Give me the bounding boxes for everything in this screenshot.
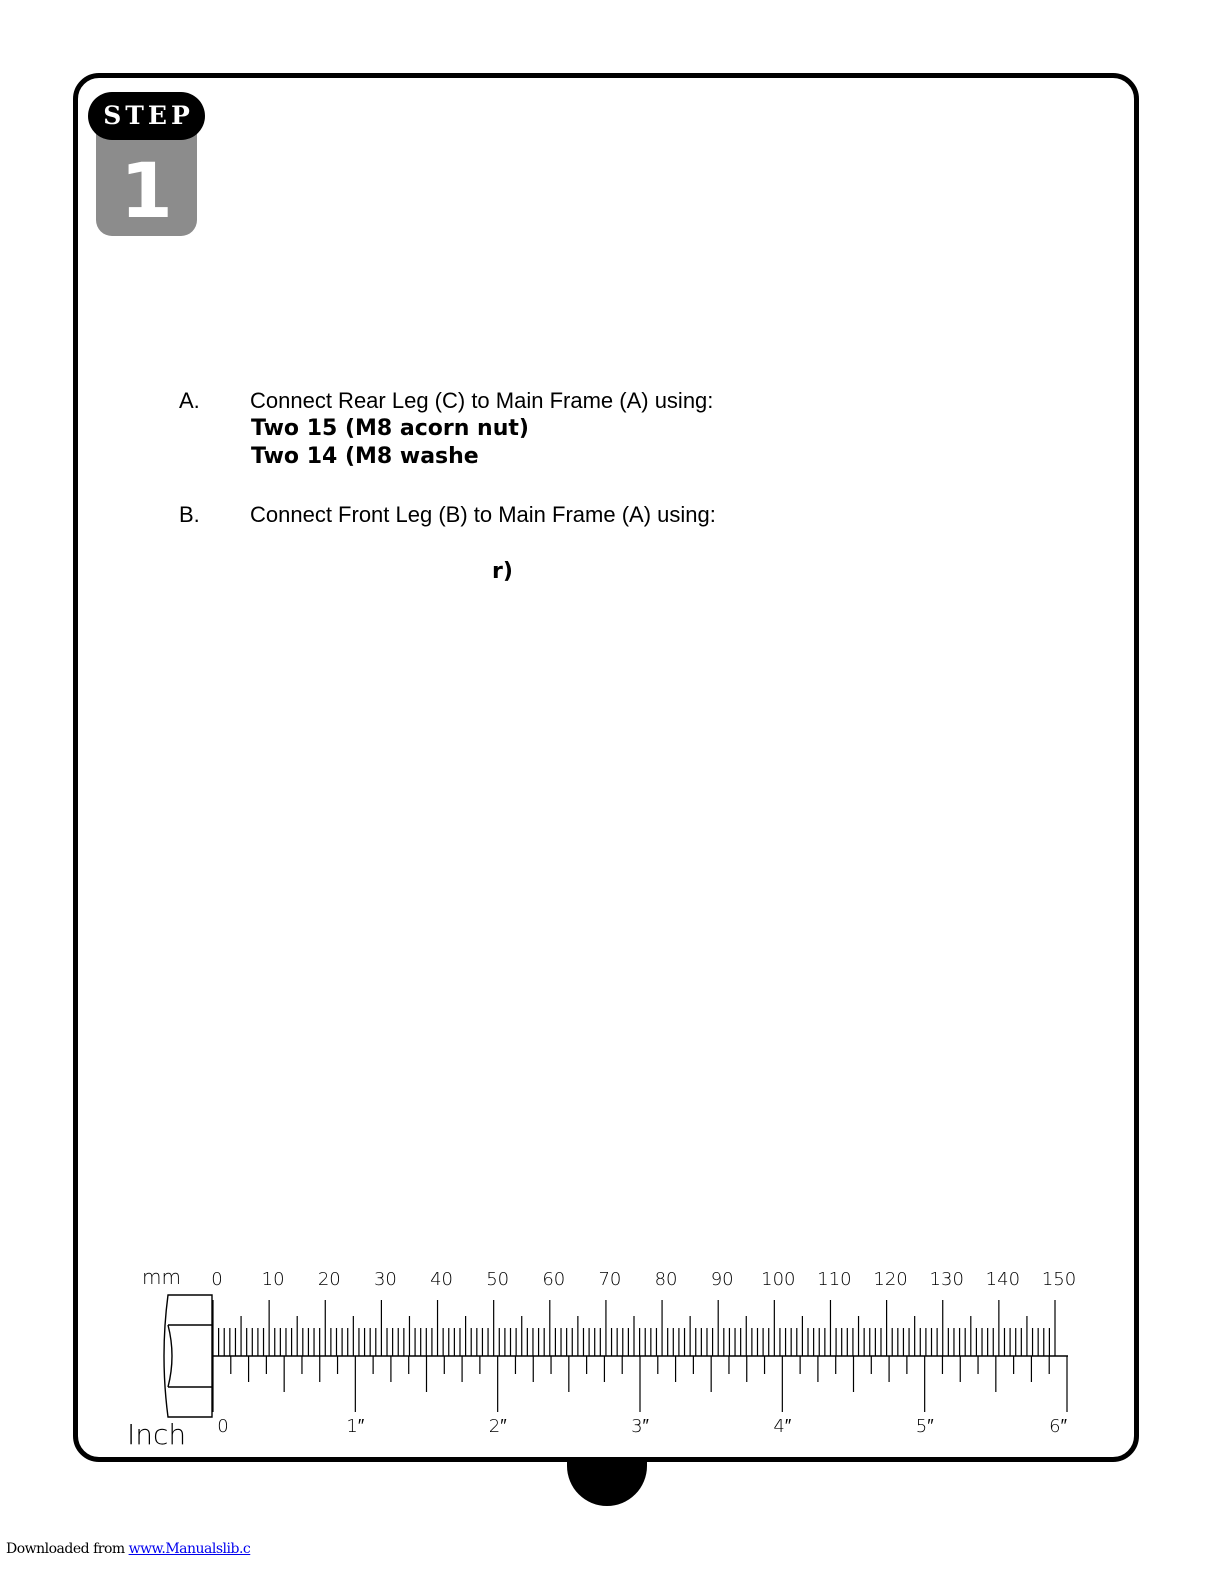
mm-tick-label: 70 — [598, 1269, 622, 1290]
instruction-a-part2: Two 14 (M8 washe — [251, 444, 479, 469]
instruction-b-fragment: r) — [492, 559, 513, 584]
inch-tick-label: 3″ — [631, 1416, 649, 1437]
inch-tick-label: 0 — [217, 1416, 229, 1437]
mm-tick-label: 10 — [261, 1269, 285, 1290]
instruction-a-text: Connect Rear Leg (C) to Main Frame (A) using: — [250, 388, 714, 413]
mm-tick-label: 150 — [1041, 1269, 1077, 1290]
mm-tick-label: 140 — [985, 1269, 1021, 1290]
instruction-b-letter: B. — [179, 502, 200, 527]
footer-prefix: Downloaded from — [6, 1541, 129, 1557]
instruction-a-letter: A. — [179, 388, 200, 413]
instruction-b-text: Connect Front Leg (B) to Main Frame (A) using: — [250, 502, 716, 527]
mm-tick-label: 80 — [654, 1269, 678, 1290]
mm-tick-label: 100 — [761, 1269, 796, 1290]
mm-tick-label: 50 — [486, 1269, 510, 1290]
mm-tick-label: 110 — [817, 1269, 852, 1290]
inch-tick-label: 1″ — [346, 1416, 365, 1437]
footer-source — [6, 1541, 250, 1557]
instruction-a-part1: Two 15 (M8 acorn nut) — [251, 416, 529, 441]
hex-bolt-head-icon — [164, 1295, 212, 1417]
mm-tick-label: 60 — [542, 1269, 566, 1290]
ruler-mm-label: mm — [142, 1265, 181, 1289]
mm-tick-label: 40 — [430, 1269, 453, 1290]
mm-tick-label: 20 — [317, 1269, 341, 1290]
inch-tick-label: 2″ — [488, 1416, 507, 1437]
ruler-inch-label: Inch — [127, 1418, 187, 1451]
mm-tick-label: 30 — [373, 1269, 397, 1290]
step-label: STEP — [88, 92, 205, 140]
mm-tick-label: 120 — [873, 1269, 908, 1290]
inch-tick-label: 6″ — [1049, 1416, 1067, 1437]
inch-tick-label: 4″ — [773, 1416, 792, 1437]
inch-tick-label: 5″ — [915, 1416, 934, 1437]
mm-tick-label: 90 — [710, 1269, 734, 1290]
mm-tick-label: 0 — [211, 1269, 223, 1290]
step-number: 1 — [120, 146, 173, 235]
footer-link[interactable]: www.Manualslib.c — [128, 1541, 251, 1557]
mm-tick-label: 130 — [929, 1269, 964, 1290]
